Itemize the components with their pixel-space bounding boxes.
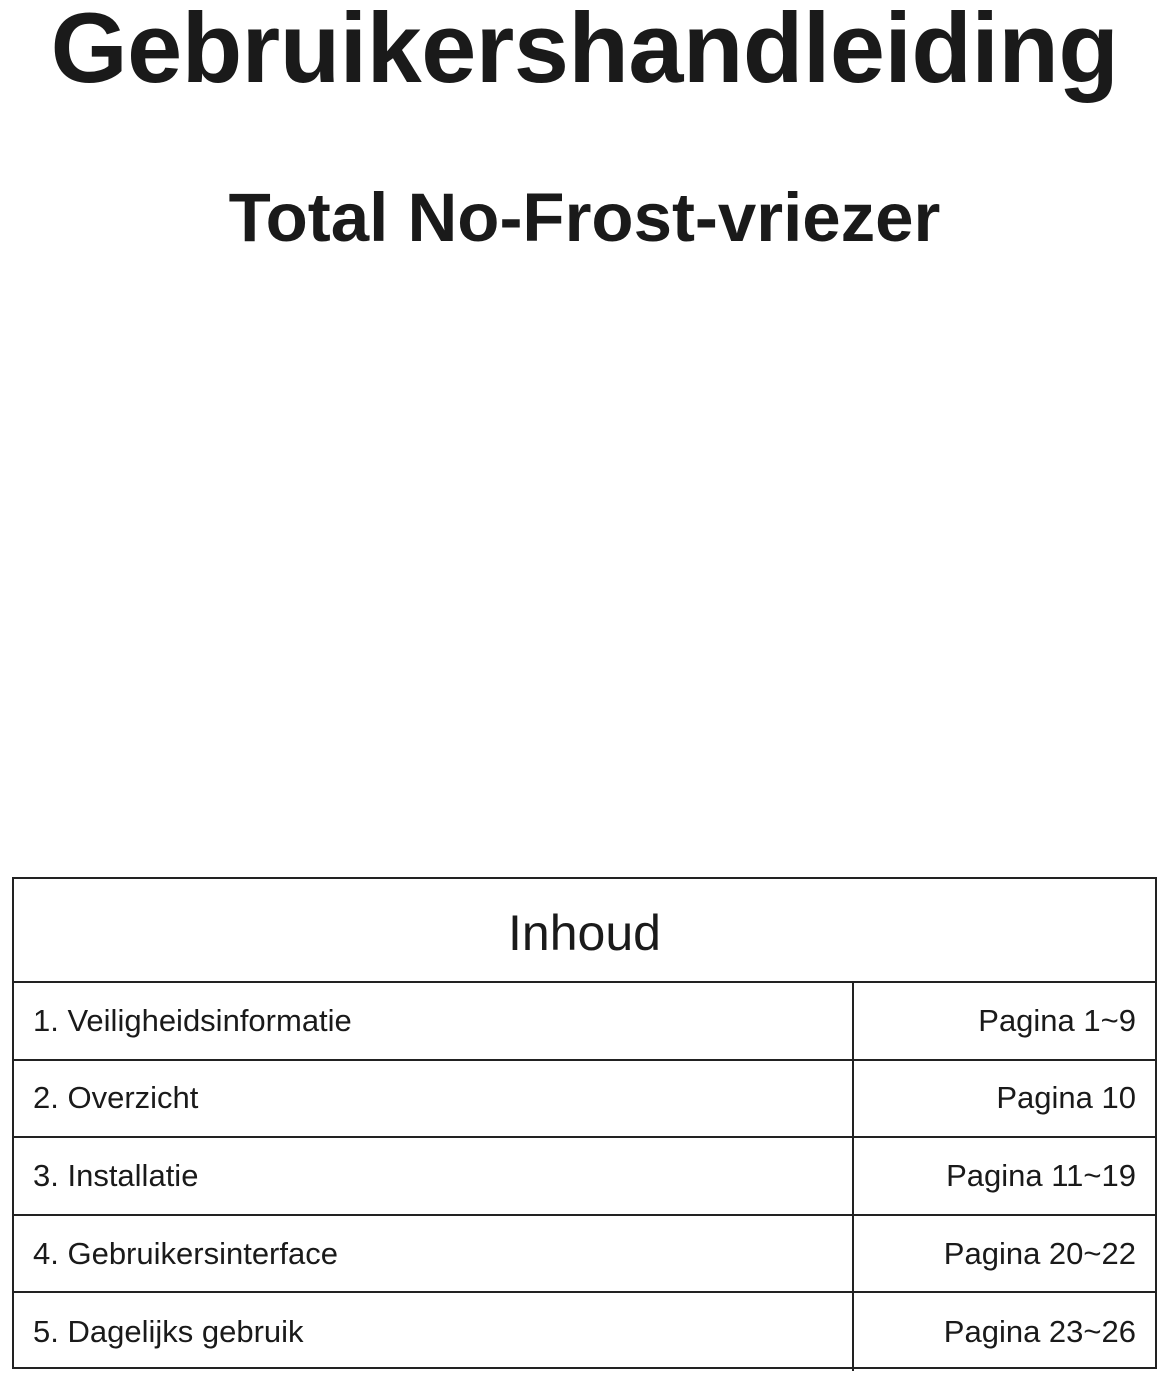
toc-item-pages: Pagina 10 [996, 1080, 1136, 1116]
toc-item-label: 1. Veiligheidsinformatie [14, 983, 854, 1059]
toc-item-label: 4. Gebruikersinterface [14, 1216, 854, 1292]
toc-row [14, 1061, 1155, 1139]
document-title: Gebruikershandleiding [50, 0, 1119, 103]
toc-item-pages: Pagina 11~19 [946, 1157, 1136, 1193]
toc-item-pages: Pagina 1~9 [978, 1002, 1136, 1038]
document-subtitle: Total No-Frost-vriezer [228, 179, 941, 256]
toc-row [14, 1293, 1155, 1371]
table-of-contents [12, 877, 1157, 1369]
toc-row [14, 983, 1155, 1061]
toc-item-pages: Pagina 23~26 [943, 1314, 1136, 1350]
toc-item-label: 2. Overzicht [14, 1061, 854, 1137]
toc-row [14, 1138, 1155, 1216]
toc-item-pages: Pagina 20~22 [943, 1235, 1136, 1271]
toc-row [14, 1216, 1155, 1294]
toc-item-label: 5. Dagelijks gebruik [14, 1293, 854, 1371]
toc-heading: Inhoud [14, 879, 1155, 983]
toc-item-label: 3. Installatie [14, 1138, 854, 1214]
